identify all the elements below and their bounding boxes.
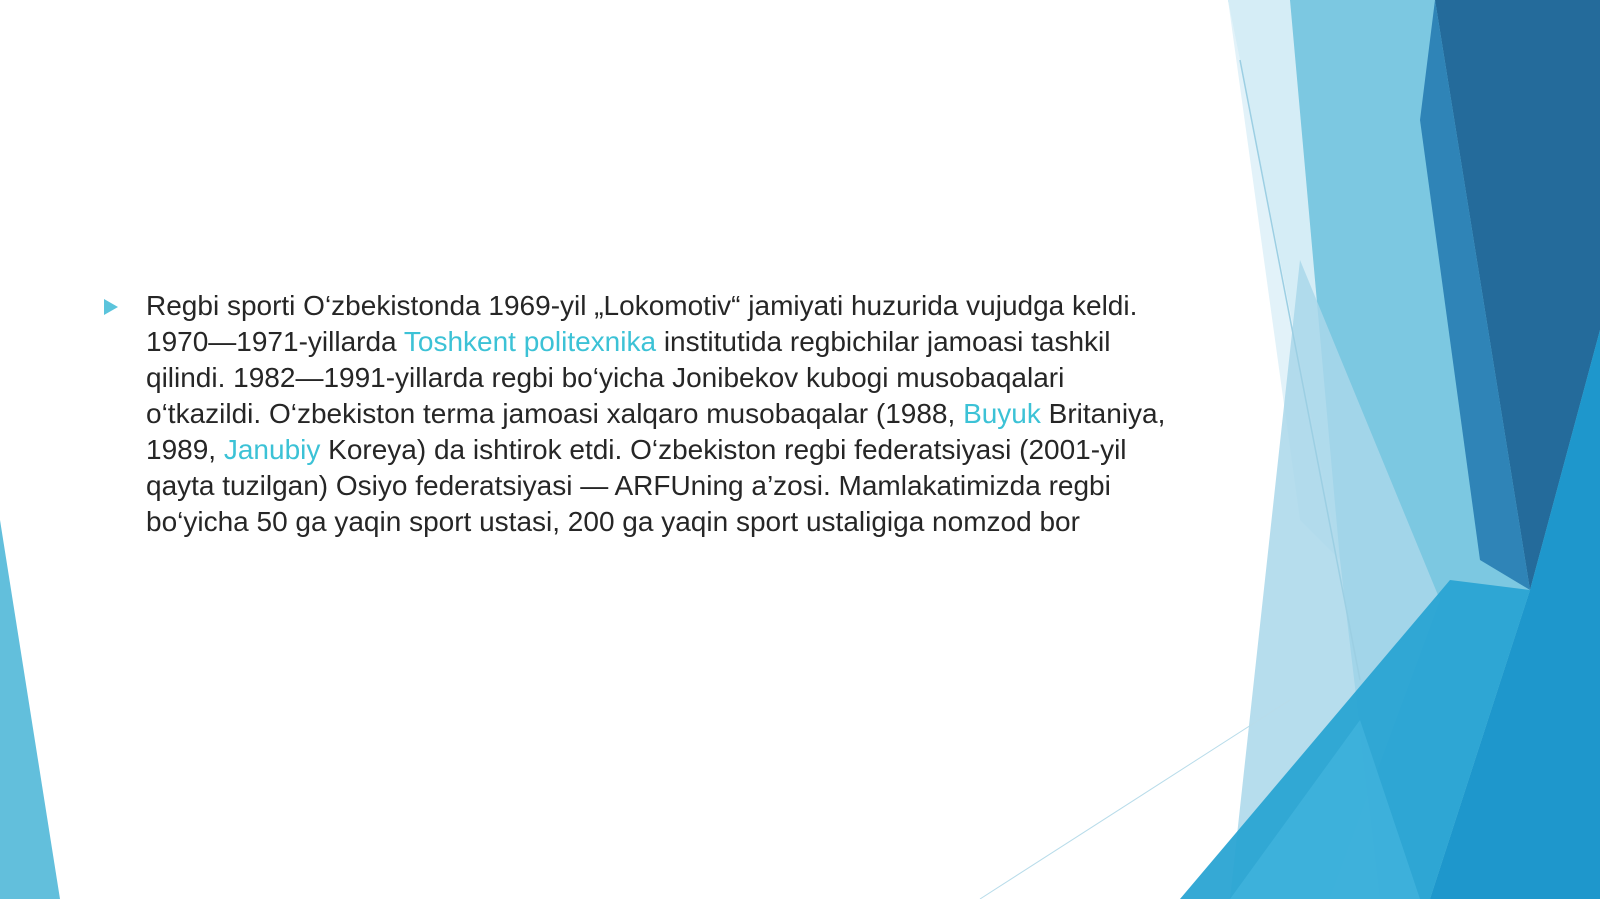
paragraph-text: institutida regbichilar jamoasi tashkil qilindi. 1982—1991-yillarda regbi bo‘yicha Jonibekov kubogi musobaqalari o‘tkazildi. O‘zbekiston terma jamoasi xalqaro musobaqalar (1988, xyxy=(146,326,1111,429)
hyperlink-text[interactable]: Toshkent politexnika xyxy=(403,326,657,357)
paragraph-text: Koreya) da ishtirok etdi. O‘zbekiston regbi federatsiyasi (2001-yil qayta tuzilgan) Osiyo federatsiyasi — ARFUning a’zosi. Mamlakatimizda regbi bo‘yicha 50 ga yaqin sport ustasi, 200 ga yaqin sport ustaligiga nomzod bor xyxy=(146,434,1127,537)
paragraph-text: Regbi sporti O‘zbekistonda 1969-yil „Lokomotiv“ jamiyati huzurida vujudga keldi. 1970—1971-yillarda xyxy=(146,290,1138,357)
bullet-item xyxy=(100,288,1180,540)
left-edge-shape xyxy=(0,520,60,899)
body-paragraph xyxy=(146,288,1180,540)
text-content xyxy=(100,288,1180,540)
hyperlink-text[interactable]: Janubiy xyxy=(223,434,321,465)
hyperlink-text[interactable]: Buyuk xyxy=(963,398,1041,429)
triangle-bullet-icon xyxy=(100,297,120,317)
paragraph-text: Britaniya, 1989, xyxy=(146,398,1166,465)
